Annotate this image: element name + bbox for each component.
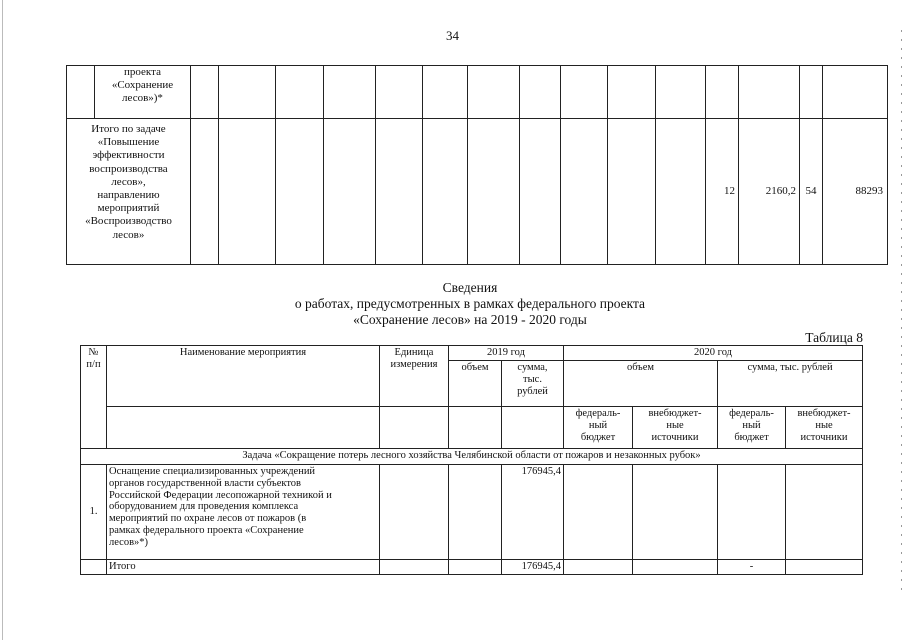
total-row <box>81 560 863 575</box>
header-num: № п/п <box>81 346 107 449</box>
row-name-cell: Итого по задаче «Повышение эффективности воспроизводства лесов», направлению мероприятий «Воспроизводство лесов» <box>67 119 191 265</box>
total-sum-2020-federal: - <box>718 560 786 575</box>
header-extrabudget: внебюджет- ные источники <box>786 407 863 449</box>
header-sum: сумма, тыс. рублей <box>502 361 564 407</box>
row-number: 1. <box>81 465 107 560</box>
value-cell: 88293 <box>823 119 888 265</box>
scan-edge-dots <box>901 30 902 590</box>
header-volume-2020: объем <box>564 361 718 407</box>
page-number: 34 <box>446 28 459 43</box>
task-row <box>81 449 863 465</box>
header-row <box>81 407 863 449</box>
continuation-table <box>66 65 888 265</box>
table-row <box>67 66 888 119</box>
header-sum-2020: сумма, тыс. рублей <box>718 361 863 407</box>
task-title: Задача «Сокращение потерь лесного хозяйства Челябинской области от пожаров и незаконных рубок» <box>81 449 863 465</box>
header-federal-budget: федераль- ный бюджет <box>718 407 786 449</box>
table-8 <box>80 345 863 575</box>
value-cell: 12 <box>706 119 739 265</box>
scan-edge-line <box>2 0 3 640</box>
row-name-cell: проекта «Сохранение лесов»)* <box>95 66 191 119</box>
total-label: Итого <box>107 560 380 575</box>
table-label: Таблица 8 <box>805 330 863 345</box>
header-unit: Единица измерения <box>380 346 449 407</box>
value-cell: 2160,2 <box>739 119 800 265</box>
sum-2019-cell: 176945,4 <box>502 465 564 560</box>
table-row <box>81 465 863 560</box>
header-federal-budget: федераль- ный бюджет <box>564 407 633 449</box>
header-extrabudget: внебюджет- ные источники <box>633 407 718 449</box>
header-name: Наименование мероприятия <box>107 346 380 407</box>
section-heading-subtitle: «Сохранение лесов» на 2019 - 2020 годы <box>353 312 587 327</box>
row-name-cell: Оснащение специализированных учреждений органов государственной власти субъектов Российской Федерации лесопожарной техникой и оборудованием для проведения комплекса мероприятий по охране лесов от пожаров (в рамках федерального проекта «Сохранение лесов»*) <box>107 465 380 560</box>
table-row <box>67 119 888 265</box>
header-2020: 2020 год <box>564 346 863 361</box>
total-sum-2019: 176945,4 <box>502 560 564 575</box>
section-heading-subtitle: о работах, предусмотренных в рамках федерального проекта <box>294 296 646 311</box>
section-heading-title: Сведения <box>442 280 498 295</box>
header-volume: объем <box>449 361 502 407</box>
header-row <box>81 346 863 361</box>
header-2019: 2019 год <box>449 346 564 361</box>
value-cell: 54 <box>800 119 823 265</box>
